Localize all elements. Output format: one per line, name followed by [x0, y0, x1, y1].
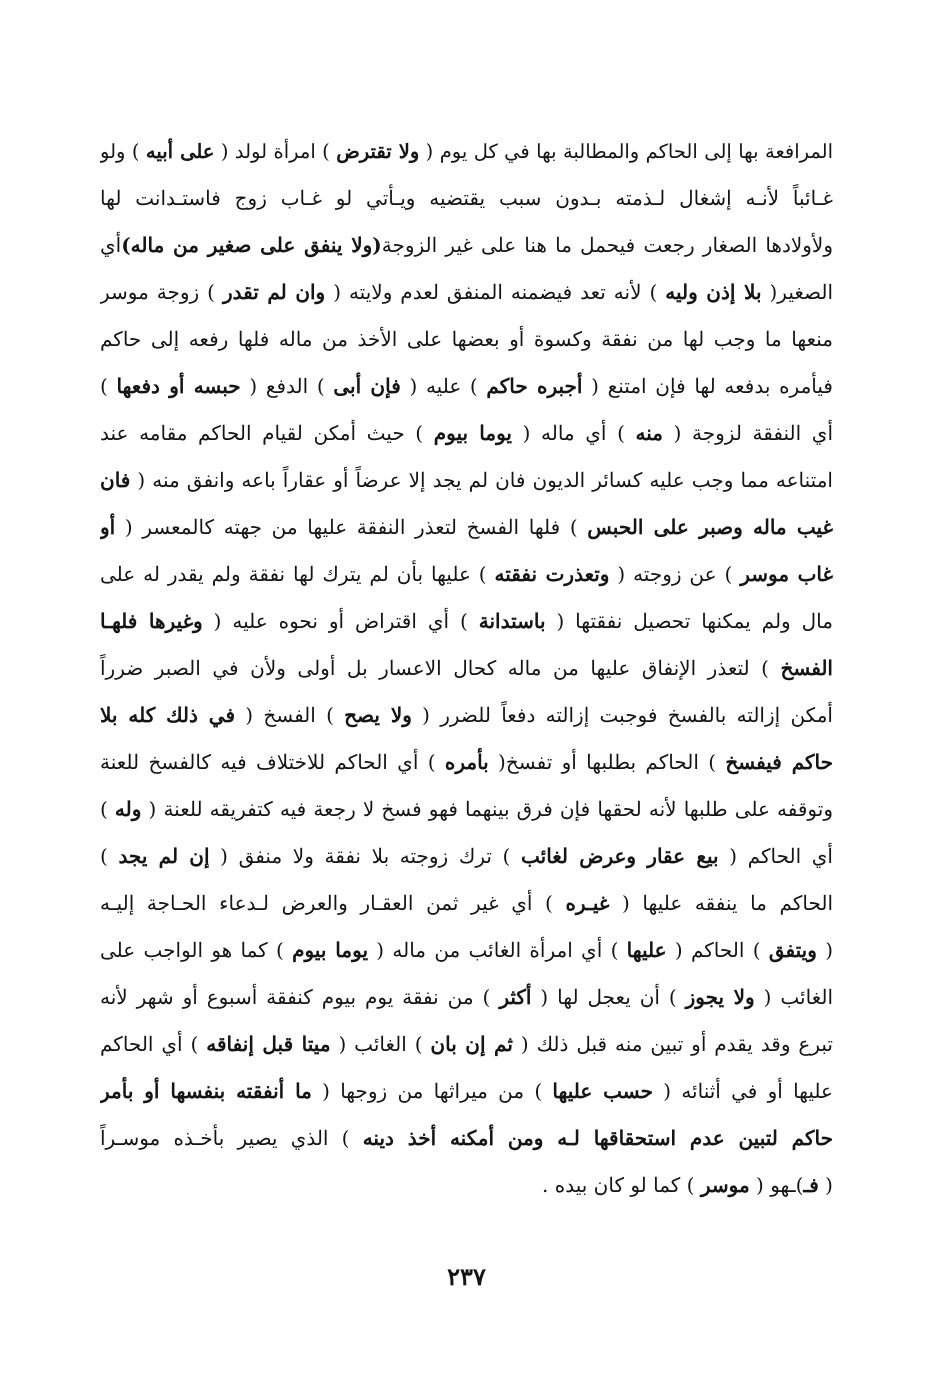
bold-matn-text: حبسه أو دفعها — [116, 374, 241, 398]
commentary-text: ) عليها بأن لم يترك لها نفقة ولم يقدر له على — [100, 562, 495, 586]
commentary-text: الغائب ( — [754, 985, 833, 1009]
commentary-text: ) امرأة لولد ( — [214, 140, 337, 163]
bold-matn-text: بلا إذن وليه — [665, 280, 762, 304]
bold-matn-text: عليها — [626, 938, 667, 962]
commentary-text: المرافعة بها إلى الحاكم والمطالبة بها في كل يوم ( — [419, 140, 833, 163]
commentary-text: ) أي غير ثمن العقـار والعرض لـدعاء الحـاجة إليـه — [100, 891, 566, 915]
commentary-text: ( — [816, 938, 833, 962]
bold-matn-text: موسر — [700, 1173, 750, 1197]
commentary-text: ) من نفقة يوم بيوم كنفقة أسبوع أو شهر لأنه — [100, 985, 500, 1009]
bold-matn-text: حسب عليها — [552, 1079, 653, 1103]
commentary-text: ) الدفع ( — [240, 374, 334, 398]
bold-matn-text: ولا يصح — [344, 703, 412, 727]
commentary-text: وتوقفه على طلبها لأنه لحقها فإن فرق بينهما فهو فسخ لا رجعة فيه كتفريقه للعنة ( — [141, 797, 833, 821]
bold-matn-text: غيـره — [565, 891, 610, 915]
commentary-text: أي النفقة لزوجة ( — [663, 421, 833, 445]
commentary-text: ) الحاكم بطلبها أو تفسخ( — [488, 750, 726, 774]
commentary-text: مال ولم يمكنها تحصيل نفقتها ( — [545, 609, 833, 633]
text-line — [100, 692, 833, 739]
commentary-text: ) أن يعجل لها ( — [531, 985, 686, 1009]
commentary-text: ) ولو — [100, 140, 146, 163]
commentary-text: ) أي اقتراض أو نحوه عليه ( — [202, 609, 479, 633]
text-line — [100, 1068, 833, 1115]
commentary-text: ) فلها الفسخ لتعذر النفقة عليها من جهته كالمعسر ( — [115, 515, 588, 539]
commentary-text: ) أي الحاكم — [100, 1032, 207, 1056]
text-line — [100, 598, 833, 645]
commentary-text: عليها أو في أثنائه ( — [653, 1079, 833, 1103]
commentary-text: ) عن زوجته ( — [609, 562, 741, 586]
text-line — [100, 128, 833, 175]
text-line — [100, 1021, 833, 1068]
text-line — [100, 457, 833, 504]
commentary-text: ) — [100, 374, 117, 398]
commentary-text: أي — [100, 233, 122, 257]
text-line — [100, 739, 833, 786]
commentary-text: ) الحاكم ( — [666, 938, 769, 962]
text-line — [100, 551, 833, 598]
commentary-text: أمكن إزالته بالفسخ فوجبت إزالته دفعاً للضرر ( — [411, 703, 833, 727]
bold-matn-text: منه — [635, 421, 663, 445]
commentary-text: ) أي ماله ( — [511, 421, 636, 445]
commentary-text: ) ترك زوجته بلا نفقة ولا منفق ( — [209, 844, 521, 868]
commentary-text: فيأمره بدفعه لها فإن امتنع ( — [582, 374, 833, 398]
commentary-text: غـائباً لأنـه إشغال لـذمته بـدون سبب يقتضيه ويـأتي لو غـاب زوج فاستـدانت لها — [100, 186, 833, 210]
bold-matn-text: ميتا قبل إنفاقه — [206, 1032, 331, 1056]
commentary-text: ) كما لو كان بيده . — [542, 1173, 701, 1197]
bold-matn-text: ما أنفقته بنفسها أو بأمر — [100, 1079, 312, 1103]
commentary-text: ) كما هو الواجب على — [100, 938, 293, 962]
commentary-text: منعها ما وجب لها من نفقة وكسوة أو بعضها على الأخذ من ماله فلها رفعه إلى حاكم — [100, 327, 833, 351]
text-line — [100, 974, 833, 1021]
text-line — [100, 1115, 833, 1162]
commentary-text: ) لأنه تعد فيضمنه المنفق لعدم ولايته ( — [325, 280, 666, 304]
bold-matn-text: وان لم تقدر — [222, 280, 326, 304]
bold-matn-text: فـ — [803, 1173, 819, 1197]
bold-matn-text: بأمره — [444, 750, 489, 774]
bold-matn-text: وله — [114, 797, 142, 821]
commentary-text: أي الحاكم ( — [718, 844, 833, 868]
bold-matn-text: باستدانة — [478, 609, 546, 633]
commentary-text: ) الذي يصير بأخـذه موسـراً — [100, 1126, 363, 1150]
text-line — [100, 222, 833, 269]
bold-matn-text: وغيرها فلهـا — [100, 609, 203, 633]
text-line — [100, 269, 833, 316]
text-line — [100, 504, 833, 551]
commentary-text: الحاكم ما ينفقه عليها ( — [609, 891, 833, 915]
text-line — [100, 363, 833, 410]
text-line — [100, 175, 833, 222]
bold-matn-text: يوما بيوم — [433, 421, 512, 445]
commentary-text: ) أي الحاكم للاختلاف فيه كالفسخ للعنة — [100, 750, 445, 774]
text-line — [100, 645, 833, 692]
bold-matn-text: ولا تقترض — [336, 140, 420, 163]
text-line — [100, 410, 833, 457]
bold-matn-text: فان — [100, 468, 131, 492]
bold-matn-text: في ذلك كله بلا — [100, 703, 236, 727]
page-number: ٢٣٧ — [447, 1262, 486, 1291]
bold-matn-text: الفسخ — [780, 656, 833, 680]
bold-matn-text: حاكم لتبين عدم استحقاقها لـه ومن أمكنه أخذ دينه — [362, 1126, 833, 1150]
bold-matn-text: أجبره حاكم — [486, 374, 583, 398]
commentary-text: تبرع وقد يقدم أو تبين منه قبل ذلك ( — [512, 1032, 833, 1056]
commentary-text: ولأولادها الصغار رجعت فيحمل ما هنا على غير الزوجة — [381, 233, 833, 257]
commentary-text: الصغير( — [761, 280, 833, 304]
text-line — [100, 880, 833, 927]
bold-matn-text: (ولا ينفق على صغير من ماله) — [121, 233, 382, 257]
bold-matn-text: غيب ماله وصبر على الحبس — [587, 515, 833, 539]
bold-matn-text: فإن أبى — [333, 374, 401, 398]
commentary-text: ) — [100, 844, 119, 868]
commentary-text: ) الغائب ( — [330, 1032, 431, 1056]
bold-matn-text: حاكم فيفسخ — [725, 750, 833, 774]
bold-matn-text: ثم إن بان — [430, 1032, 513, 1056]
text-line — [100, 316, 833, 363]
bold-matn-text: بيع عقار وعرض لغائب — [520, 844, 719, 868]
commentary-text: ) زوجة موسر — [100, 280, 223, 304]
text-line — [100, 833, 833, 880]
bold-matn-text: على أبيه — [145, 140, 215, 163]
bold-matn-text: غاب موسر — [740, 562, 833, 586]
text-line — [100, 786, 833, 833]
commentary-text: ) لتعذر الإنفاق عليها من ماله كحال الاعسار بل أولى ولأن في الصبر ضرراً — [100, 656, 781, 680]
commentary-text: )ـهو ( — [749, 1173, 804, 1197]
commentary-text: ) عليه ( — [400, 374, 487, 398]
bold-matn-text: إن لم يجد — [118, 844, 210, 868]
commentary-text: ) من ميراثها من زوجها ( — [311, 1079, 553, 1103]
commentary-text: ) حيث أمكن لقيام الحاكم مقامه عند — [100, 421, 434, 445]
commentary-text: ) أي امرأة الغائب من ماله ( — [368, 938, 627, 962]
commentary-text: ( — [818, 1173, 833, 1197]
bold-matn-text: وتعذرت نفقته — [494, 562, 610, 586]
bold-matn-text: ولا يجوز — [685, 985, 755, 1009]
commentary-text: ) — [100, 797, 115, 821]
commentary-text: امتناعه مما وجب عليه كسائر الديون فان لم يجد إلا عرضاً أو عقاراً باعه وانفق منه ( — [130, 468, 833, 492]
text-line — [100, 1162, 833, 1209]
commentary-text: ) الفسخ ( — [235, 703, 345, 727]
main-text — [100, 128, 833, 1209]
text-line — [100, 927, 833, 974]
bold-matn-text: ويتفق — [768, 938, 817, 962]
bold-matn-text: يوما بيوم — [292, 938, 369, 962]
bold-matn-text: أو — [100, 515, 116, 539]
bold-matn-text: أكثر — [499, 985, 532, 1009]
